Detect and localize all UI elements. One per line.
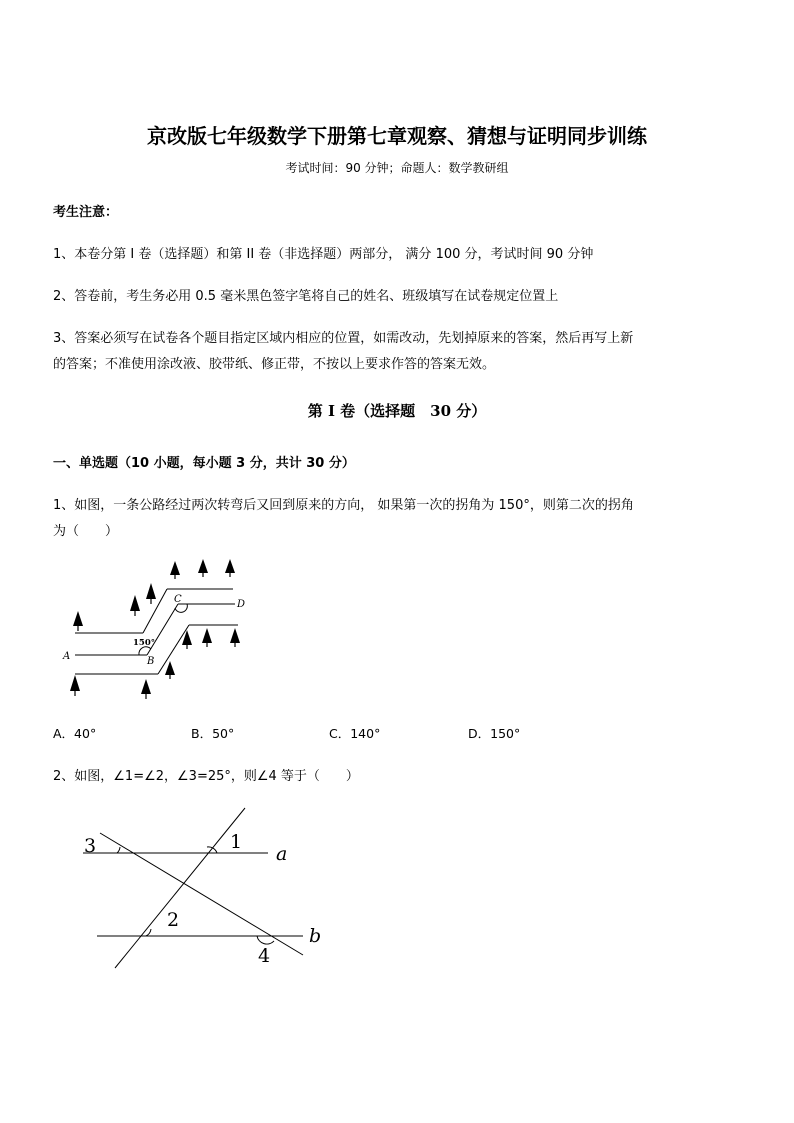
q1-option-b[interactable]: B．50° bbox=[191, 726, 235, 741]
question-1-stem: 1、如图，一条公路经过两次转弯后又回到原来的方向， 如果第一次的拐角为 150°，则第二次的拐角 bbox=[53, 498, 634, 513]
question-2-stem: 2、如图，∠1=∠2，∠3=25°，则∠4 等于（ ） bbox=[53, 769, 359, 784]
line-a-label: a bbox=[276, 843, 288, 865]
q1-option-a[interactable]: A．40° bbox=[53, 726, 97, 741]
notice-item-3-cont: 的答案；不准使用涂改液、胶带纸、修正带，不按以上要求作答的答案无效。 bbox=[53, 357, 496, 372]
notice-item-1: 1、本卷分第 I 卷（选择题）和第 II 卷（非选择题）两部分， 满分 100 分，考试时间 90 分钟 bbox=[53, 247, 594, 262]
question-1-figure bbox=[55, 555, 265, 705]
angle-2-label: 2 bbox=[167, 909, 180, 931]
page-title: 京改版七年级数学下册第七章观察、猜想与证明同步训练 bbox=[147, 124, 647, 148]
angle-4-label: 4 bbox=[258, 945, 271, 967]
notice-item-2: 2、答卷前，考生务必用 0.5 毫米黑色签字笔将自己的姓名、班级填写在试卷规定位置上 bbox=[53, 289, 559, 304]
label-c: C bbox=[174, 594, 182, 605]
notice-item-3: 3、答案必须写在试卷各个题目指定区域内相应的位置，如需改动，先划掉原来的答案，然后再写上新 bbox=[53, 331, 634, 346]
angle-1-label: 1 bbox=[230, 831, 243, 853]
question-2-figure bbox=[75, 805, 335, 975]
angle-150-label: 150° bbox=[133, 638, 155, 648]
label-a: A bbox=[63, 651, 71, 662]
angle-3-label: 3 bbox=[84, 835, 97, 857]
question-1-stem-cont: 为（ ） bbox=[53, 524, 119, 539]
section-title: 第 I 卷（选择题 30 分） bbox=[307, 402, 487, 420]
q1-option-d[interactable]: D．150° bbox=[468, 726, 521, 741]
label-b: B bbox=[147, 656, 155, 667]
q1-option-c[interactable]: C．140° bbox=[329, 726, 381, 741]
line-b-label: b bbox=[309, 925, 322, 947]
notice-heading: 考生注意： bbox=[53, 205, 119, 220]
exam-info: 考试时间：90 分钟；命题人：数学教研组 bbox=[285, 161, 509, 175]
tree-icons bbox=[70, 559, 240, 699]
label-d: D bbox=[237, 599, 246, 610]
part-heading: 一、单选题（10 小题，每小题 3 分，共计 30 分） bbox=[53, 456, 355, 471]
